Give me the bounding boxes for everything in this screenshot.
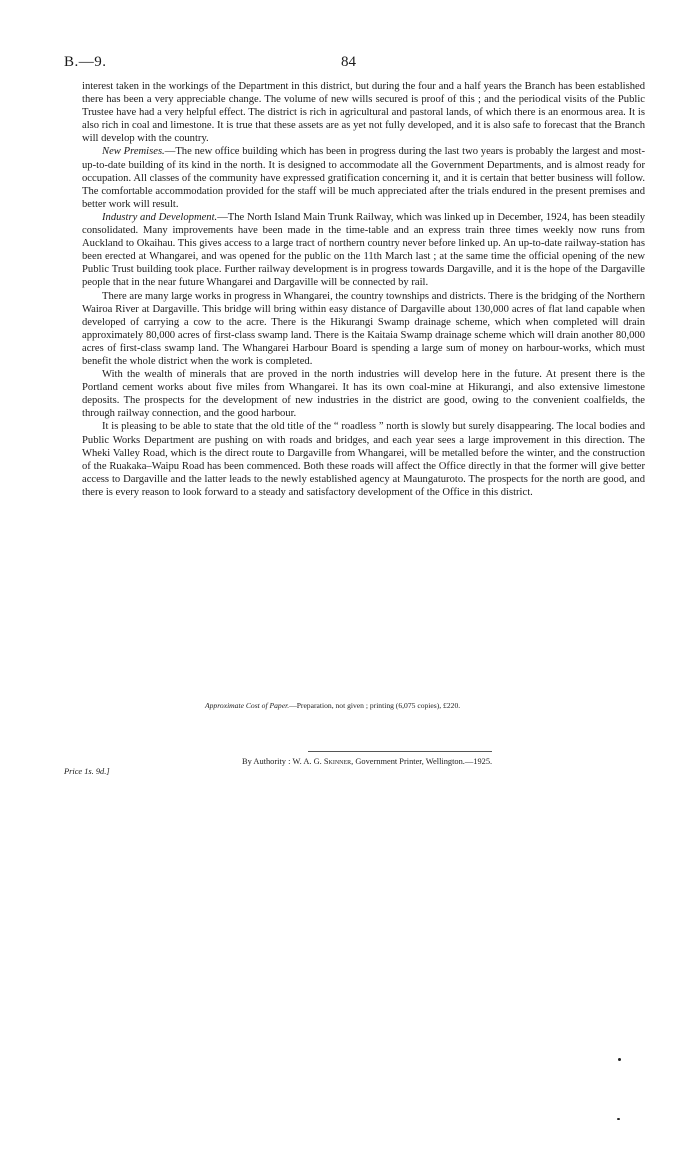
paragraph-roads: It is pleasing to be able to state that the old title of the “ roadless ” north is slowly but surely disappearing. The local bodies and Public Works Department are pushing on with roads and bridges, and each year sees a large improvement in this direction. The Wheki Valley Road, which is the direct route to Dargaville from Whangarei, will be metalled before the winter, and the construction of the Ruakaka–Waipu Road has been commenced. Both these roads will affect the Office directly in that the former will give better access to Dargaville and the latter leads to the newly established agency at Maungaturoto. The prospects for the north are good, and there is every reason to look forward to a steady and satisfactory development of the Office in this district.	[82, 421, 645, 498]
scan-speck	[617, 1118, 620, 1120]
cost-of-paper-note	[205, 701, 605, 710]
footer-divider	[308, 751, 492, 752]
paragraph-text: —The North Island Main Trunk Railway, which was linked up in December, 1924, has been steadily consolidated. Many improvements have been made in the time-table and an express train three times weekly now runs from Auckland to Okaihau. This gives access to a large tract of northern country never before linked up. An up-to-date railway-station has been erected at Whangarei, and was opened for the public on the 11th March last ; at the same time the official opening of the new Public Trust building took place. Further railway development is in progress towards Dargaville, and it is the hope of the Dargaville people that in the near future Whangarei and Dargaville will be connected by rail.	[82, 211, 645, 289]
cost-label: Approximate Cost of Paper.	[205, 701, 290, 710]
paragraph-text: —The new office building which has been in progress during the last two years is probably the largest and most-up-to-date building of its kind in the north. It is designed to accommodate all the Government Departments, and is almost ready for occupation. All classes of the community have expressed gratification concerning it, and it is certain that better business will follow. The comfortable accommodation provided for the staff will be much appreciated after the trials endured in the present premises and better work will result.	[82, 146, 645, 210]
cost-text: —Preparation, not given ; printing (6,075 copies), £220.	[289, 701, 461, 710]
printer-name: W. A. G. Skinner	[292, 757, 352, 766]
price-note: Price 1s. 9d.]	[64, 767, 110, 776]
paragraph-new-premises	[82, 145, 645, 210]
scan-speck	[618, 1058, 621, 1061]
paragraph-minerals: With the wealth of minerals that are proved in the north industries will develop here in the future. At present there is the Portland cement works about five miles from Whangarei. It has its own coal-mine at Hikurangi, and also extensive limestone deposits. The prospects for the development of new industries in the district are good, owing to the convenient coalfields, the through railway connection, and the good harbour.	[82, 369, 645, 420]
authority-prefix: By Authority :	[242, 757, 291, 766]
printer-imprint	[242, 757, 662, 766]
paragraph-intro: interest taken in the workings of the Department in this district, but during the four and a half years the Branch has been established there has been a very appreciable change. The volume of new wills secured is proof of this ; and the periodical visits of the Public Trustee have had a very helpful effect. The district is rich in agricultural and pastoral lands, of which there is an enormous area. It is also rich in coal and limestone. It is true that these assets are as yet not fully developed, and it is also safe to forecast that the Branch will develop with the country.	[82, 81, 645, 145]
page-number: 84	[341, 54, 356, 70]
document-reference: B.—9.	[64, 54, 107, 70]
body-text	[82, 80, 645, 499]
paragraph-works: There are many large works in progress in Whangarei, the country townships and districts. There is the bridging of the Northern Wairoa River at Dargaville. This bridge will bring within easy distance of Dargaville about 130,000 acres of flat land capable when developed of carrying a cow to the acre. There is the Hikurangi Swamp drainage scheme, which when completed will drain approximately 80,000 acres of first-class swamp land. There is the Kaitaia Swamp drainage scheme which will drain another 80,000 acres of first-class swamp land. The Whangarei Harbour Board is spending a large sum of money on harbour-works, which must benefit the whole district when the work is completed.	[82, 290, 645, 367]
section-heading-new-premises: New Premises.	[102, 146, 165, 158]
authority-suffix: , Government Printer, Wellington.—1925.	[351, 757, 493, 766]
paragraph-industry	[82, 211, 645, 290]
section-heading-industry: Industry and Development.	[102, 211, 218, 223]
